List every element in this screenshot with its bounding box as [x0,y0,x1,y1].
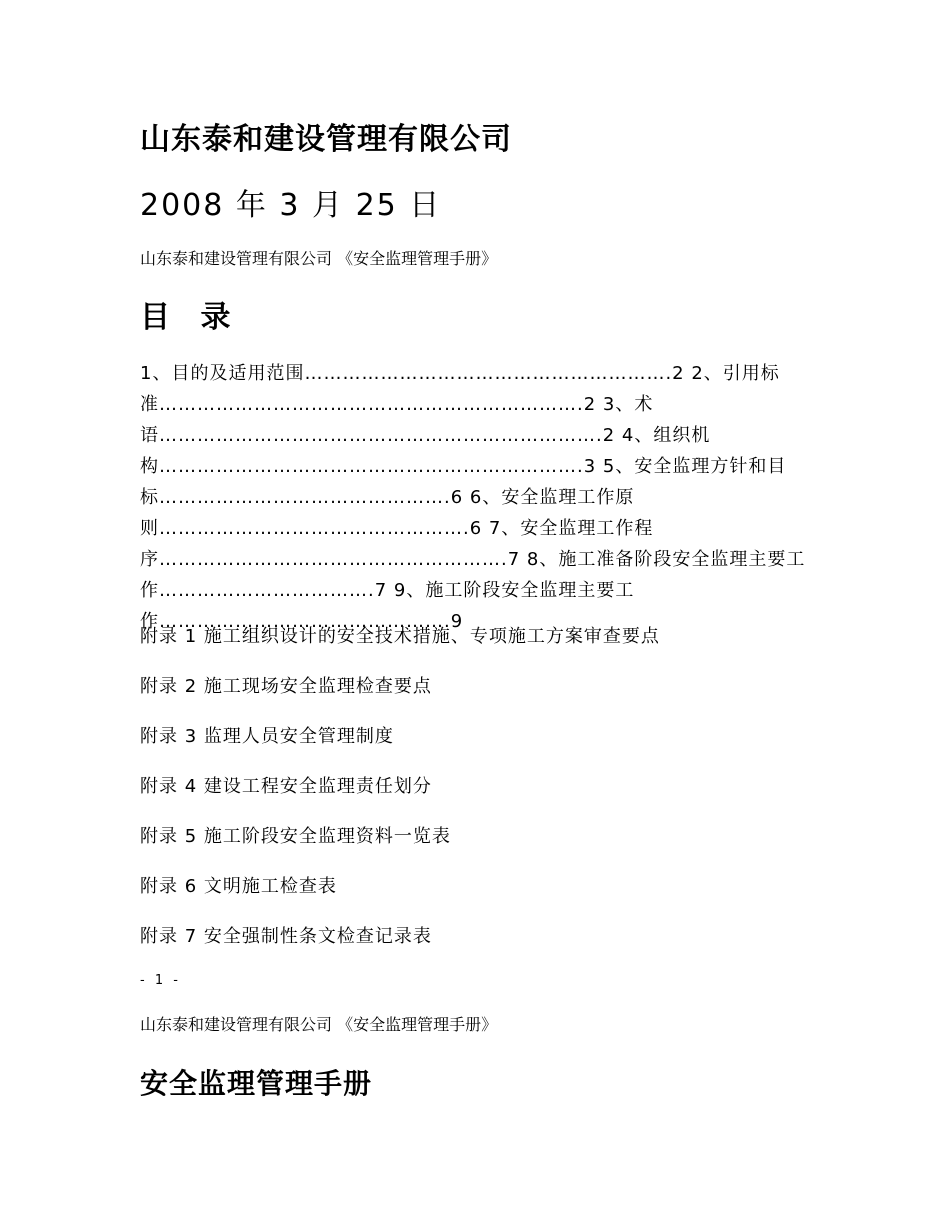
running-header-next-page: 山东泰和建设管理有限公司 《安全监理管理手册》 [140,1015,498,1034]
appendix-list [140,624,660,974]
toc-heading: 目 录 [140,300,241,335]
appendix-item-5: 附录 5 施工阶段安全监理资料一览表 [140,826,451,847]
appendix-item-2: 附录 2 施工现场安全监理检查要点 [140,676,432,697]
document-date: 2008 年 3 月 25 日 [140,188,442,223]
page-number: - 1 - [140,973,181,988]
company-title: 山东泰和建设管理有限公司 [140,122,512,157]
appendix-item-1: 附录 1 施工组织设计的安全技术措施、专项施工方案审查要点 [140,626,660,647]
manual-title: 安全监理管理手册 [140,1067,373,1100]
appendix-item-6: 附录 6 文明施工检查表 [140,876,337,897]
toc-entries: 1、目的及适用范围………………………………………………….2 2、引用标准………………………………………………………….2 3、术语…………………………………………………………….2 4、组织机构………………………………………………………….3 5、安全监理方针和目标……………………………………….6 6、安全监理工作原则………………………………………….6 7、安全监理工作程序……………………………………………….7 8、施工准备阶段安全监理主要工作…………………………….7 9、施工阶段安全监理主要工作……………………………………….9 [140,363,806,632]
running-header: 山东泰和建设管理有限公司 《安全监理管理手册》 [140,249,498,268]
appendix-item-7: 附录 7 安全强制性条文检查记录表 [140,926,432,947]
appendix-item-4: 附录 4 建设工程安全监理责任划分 [140,776,432,797]
appendix-item-3: 附录 3 监理人员安全管理制度 [140,726,394,747]
